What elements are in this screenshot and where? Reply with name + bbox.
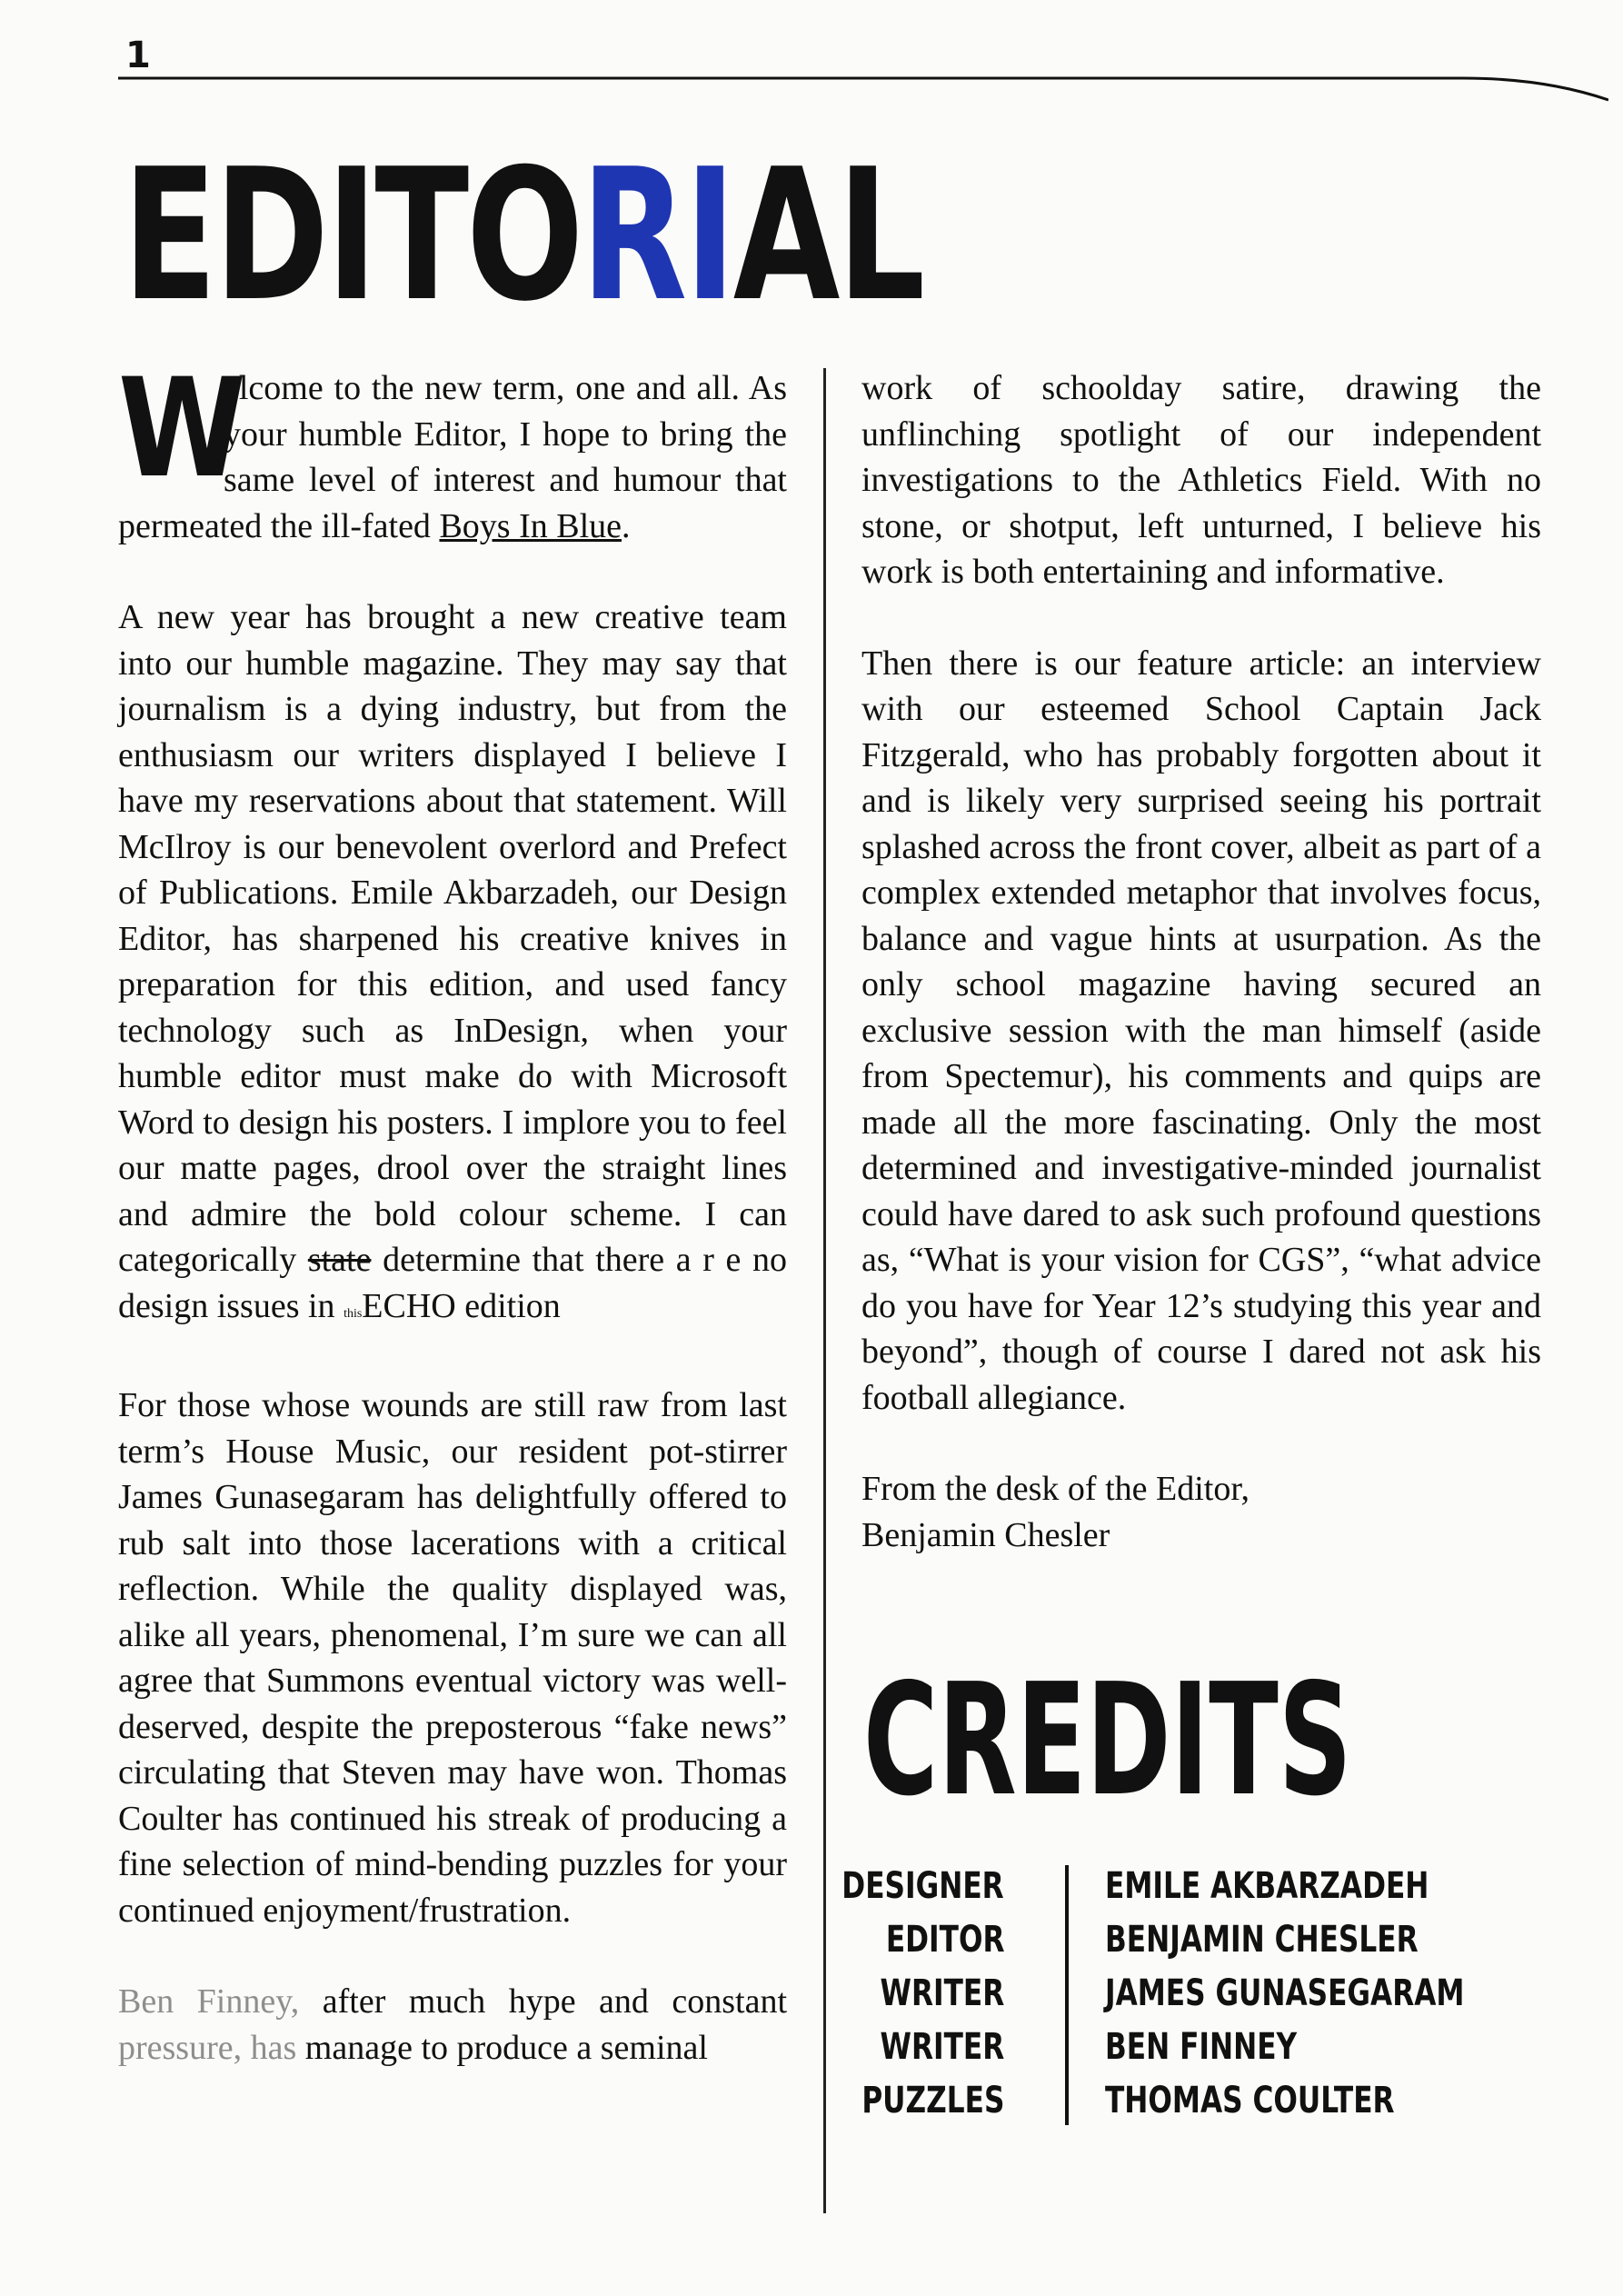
credit-name: BEN FINNEY — [1105, 2026, 1298, 2068]
paragraph-welcome: W elcome to the new term, one and all. As your humble Editor, I hope to bring the same level of interest and humour that permeated the ill-fated Boys In Blue. — [118, 350, 787, 545]
boys-in-blue-reference: Boys In Blue — [439, 506, 622, 545]
signoff-line: From the desk of the Editor, — [861, 1470, 1250, 1508]
credit-row — [841, 1860, 1518, 1913]
credit-role: DESIGNER — [841, 1865, 1004, 1907]
credit-role: WRITER — [880, 1972, 1004, 2014]
signoff — [861, 1466, 1541, 1558]
paragraph-team: A new year has brought a new creative team into our humble magazine. They may say that journalism is a dying industry, but from the enthusiasm our writers displayed I believe I have my reservations about that statement. Will McIlroy is our benevolent overlord and Prefect of Publications. Emile Akbarzadeh, our Design Editor, has sharpened his creative knives in preparation for this edition, and used fancy technology such as InDesign, when your humble editor must make do with Microsoft Word to design his posters. I implore you to feel our matte pages, drool over the straight lines and admire the bold colour scheme. I can categorically state determine that there a r e no design issues in thisECHO edition — [118, 598, 787, 1325]
credit-role: PUZZLES — [861, 2080, 1004, 2121]
credit-name: BENJAMIN CHESLER — [1105, 1919, 1419, 1961]
paragraph-satire: work of schoolday satire, drawing the unflinching spotlight of our independent investigations to the Athletics Field. With no stone, or shotput, left unturned, I believe his work is both entertaining and informative. — [861, 369, 1541, 591]
column-divider — [823, 368, 826, 2213]
credit-row — [863, 2021, 1518, 2074]
struck-word: state — [307, 1241, 372, 1279]
title-accent: RI — [581, 130, 733, 342]
dropcap: W — [118, 350, 246, 508]
editorial-title: EDITORIAL — [123, 130, 923, 342]
editor-name: Benjamin Chesler — [861, 1515, 1110, 1554]
header-rule — [118, 76, 1608, 104]
credit-role: EDITOR — [885, 1919, 1004, 1961]
paragraph-house-music: For those whose wounds are still raw from last term’s House Music, our resident pot-stirrer James Gunasegaram has delightfully offered to rub salt into those lacerations with a critical reflection. While the quality displayed was, alike all years, phenomenal, I’m sure we can all agree that Summons eventual victory was well-deserved, despite the preposterous “fake news” circulating that Steven may have won. Thomas Coulter has continued his streak of producing a fine selection of mind-bending puzzles for your continued enjoyment/frustration. — [118, 1386, 787, 1930]
editorial-right-column — [861, 365, 1541, 1558]
credit-row — [863, 1967, 1518, 2021]
paragraph-finney: Ben Finney, after much hype and constant pressure, has manage to produce a seminal — [118, 1982, 788, 2067]
credit-row — [863, 1913, 1518, 1967]
credit-row — [863, 2074, 1518, 2128]
credit-name: EMILE AKBARZADEH — [1105, 1865, 1429, 1907]
credits-title: CREDITS — [863, 1651, 1352, 1831]
page-number: 1 — [125, 35, 151, 76]
credit-role: WRITER — [880, 2026, 1004, 2068]
credit-name: JAMES GUNASEGARAM — [1105, 1972, 1465, 2014]
credit-name: THOMAS COULTER — [1105, 2080, 1395, 2121]
editorial-left-column — [118, 350, 788, 2116]
credits-divider — [1065, 1865, 1069, 2125]
credits-table — [841, 1860, 1518, 2128]
paragraph-feature: Then there is our feature article: an interview with our esteemed School Captain Jack Fitzgerald, who has probably forgotten about it and is likely very surprised seeing his portrait splashed across the front cover, albeit as part of a complex extended metaphor that involves focus, balance and vague hints at usurpation. As the only school magazine having secured an exclusive session with the man himself (aside from Spectemur), his comments and quips are made all the more fascinating. Only the most determined and investigative-minded journalist could have dared to ask such profound questions as, “What is your vision for CGS”, “what advice do you have for Year 12’s studying this year and beyond”, though of course I dared not ask his football allegiance. — [861, 644, 1541, 1417]
